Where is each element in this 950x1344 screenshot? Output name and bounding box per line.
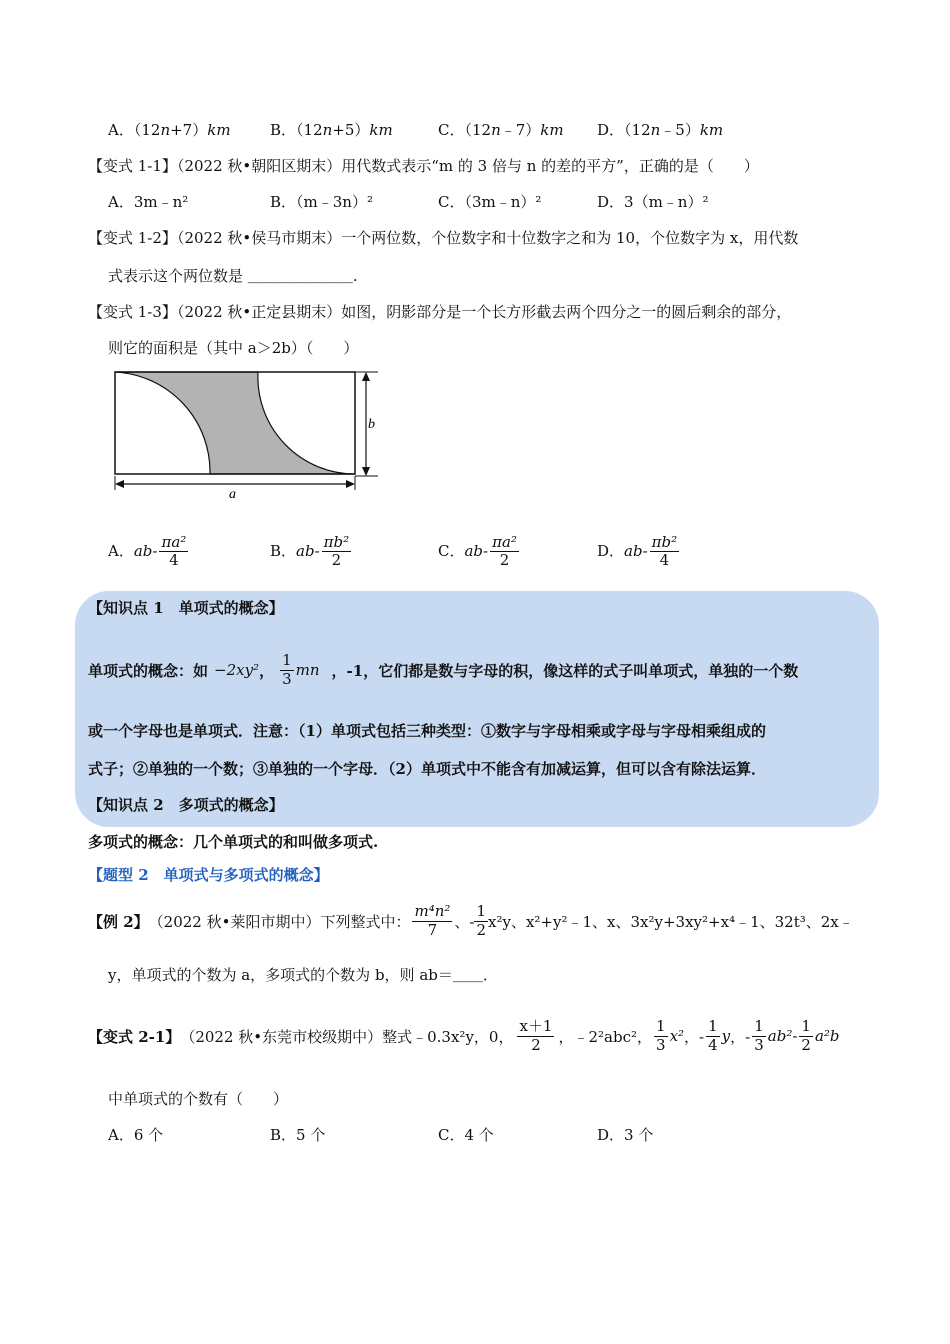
- variant-1-1-option-a: A．3m﹣n²: [108, 193, 189, 211]
- knowledge-point-2-title: 【知识点 2 多项式的概念】: [88, 796, 284, 814]
- option-d: D．（12n﹣5）km: [597, 121, 724, 139]
- variant-1-2-question: [88, 227, 798, 248]
- rectangle-quarter-circles-figure: [110, 362, 390, 500]
- knowledge-point-1-line1: 单项式的概念：如 −2xy² ， $\frac{1}{3}$ mn ，-1，它们都是数与字母的积，像这样的式子叫单项式，单独的一个数: [88, 651, 799, 688]
- variant-1-1-option-b: B．（m﹣3n）²: [270, 193, 373, 211]
- variant-1-1-option-d: D．3（m﹣n）²: [597, 193, 709, 211]
- shaded-region: [115, 372, 355, 474]
- knowledge-point-1-line2: 或一个字母也是单项式．注意：（1）单项式包括三种类型：①数字与字母相乘或字母与字母相乘组成的: [88, 722, 766, 740]
- question-text: （2022 秋•侯马市期末）一个两位数，个位数字和十位数字之和为 10，个位数字为 x，用代数: [176, 229, 799, 247]
- variant-2-1-option-b: B．5 个: [270, 1126, 326, 1144]
- knowledge-point-2-text: 多项式的概念：几个单项式的和叫做多项式.: [88, 833, 379, 851]
- variant-2-1-option-c: C．4 个: [438, 1126, 494, 1144]
- variant-2-1-option-a: A．6 个: [108, 1126, 164, 1144]
- variant-1-2-line2: 式表示这个两位数是 ＿＿＿＿＿＿＿.: [108, 267, 358, 285]
- question-text: （2022 秋•正定县期末）如图，阴影部分是一个长方形截去两个四分之一的圆后剩余的部分，: [176, 303, 792, 321]
- label-a: a: [229, 487, 236, 500]
- example-2-line2: y，单项式的个数为 a，多项式的个数为 b，则 ab＝＿＿．: [108, 966, 498, 984]
- option-c: C．（12n﹣7）km: [438, 121, 564, 139]
- variant-tag: 【变式 1-3】: [88, 303, 177, 321]
- variant-1-3-option-a: A．ab- $\frac{\text{πa²}}{4}$: [108, 533, 187, 570]
- question-text: （2022 秋•朝阳区期末）用代数式表示“m 的 3 倍与 n 的差的平方”，正确的是（ ）: [176, 157, 759, 175]
- variant-1-1-question: [88, 155, 759, 176]
- variant-tag: 【变式 1-1】: [88, 157, 177, 175]
- answer-blank: ＿＿＿＿＿＿＿: [247, 267, 353, 285]
- variant-2-1-question: 【变式 2-1】 （2022 秋•东莞市校级期中）整式﹣0.3x²y，0， $\frac{x+1}{2}$ ，﹣2²abc²， $\frac{1}{3}$ x² ，- $\frac{1}{4}$ y ，- $\frac{1}{3}$ ab² - $\frac{1}{2}$ a²b: [88, 1017, 840, 1054]
- label-b: b: [368, 417, 375, 432]
- variant-1-3-line2: 则它的面积是（其中 a＞2b）（ ）: [108, 339, 359, 357]
- knowledge-point-box: [75, 591, 879, 827]
- variant-1-1-option-c: C．（3m﹣n）²: [438, 193, 542, 211]
- variant-1-3-option-c: C．ab- $\frac{\text{πa²}}{2}$: [438, 533, 517, 570]
- variant-2-1-line2: 中单项式的个数有（ ）: [108, 1090, 289, 1108]
- variant-1-3-option-b: B．ab- $\frac{\text{πb²}}{2}$: [270, 533, 350, 570]
- variant-tag: 【变式 1-2】: [88, 229, 177, 247]
- knowledge-point-1-line3: 式子；②单独的一个数；③单独的一个字母．（2）单项式中不能含有加减运算，但可以含有除法运算．: [88, 760, 766, 778]
- knowledge-point-1-title: 【知识点 1 单项式的概念】: [88, 599, 284, 617]
- option-a: A．（12n+7）km: [108, 121, 231, 139]
- type-2-title: 【题型 2 单项式与多项式的概念】: [88, 866, 329, 884]
- variant-2-1-option-d: D．3 个: [597, 1126, 654, 1144]
- variant-1-3-option-d: D．ab- $\frac{\text{πb²}}{4}$: [597, 533, 678, 570]
- example-2-question: 【例 2】 （2022 秋•莱阳市期中）下列整式中： $\frac{\text{m⁴n²}}{7}$ 、- $\frac{1}{2}$ x²y、x²+y²﹣1、x、3x²y+3xy²+x⁴﹣1、32t³、2x﹣: [88, 902, 854, 939]
- variant-1-3-question: [88, 301, 791, 322]
- option-b: B．（12n+5）km: [270, 121, 393, 139]
